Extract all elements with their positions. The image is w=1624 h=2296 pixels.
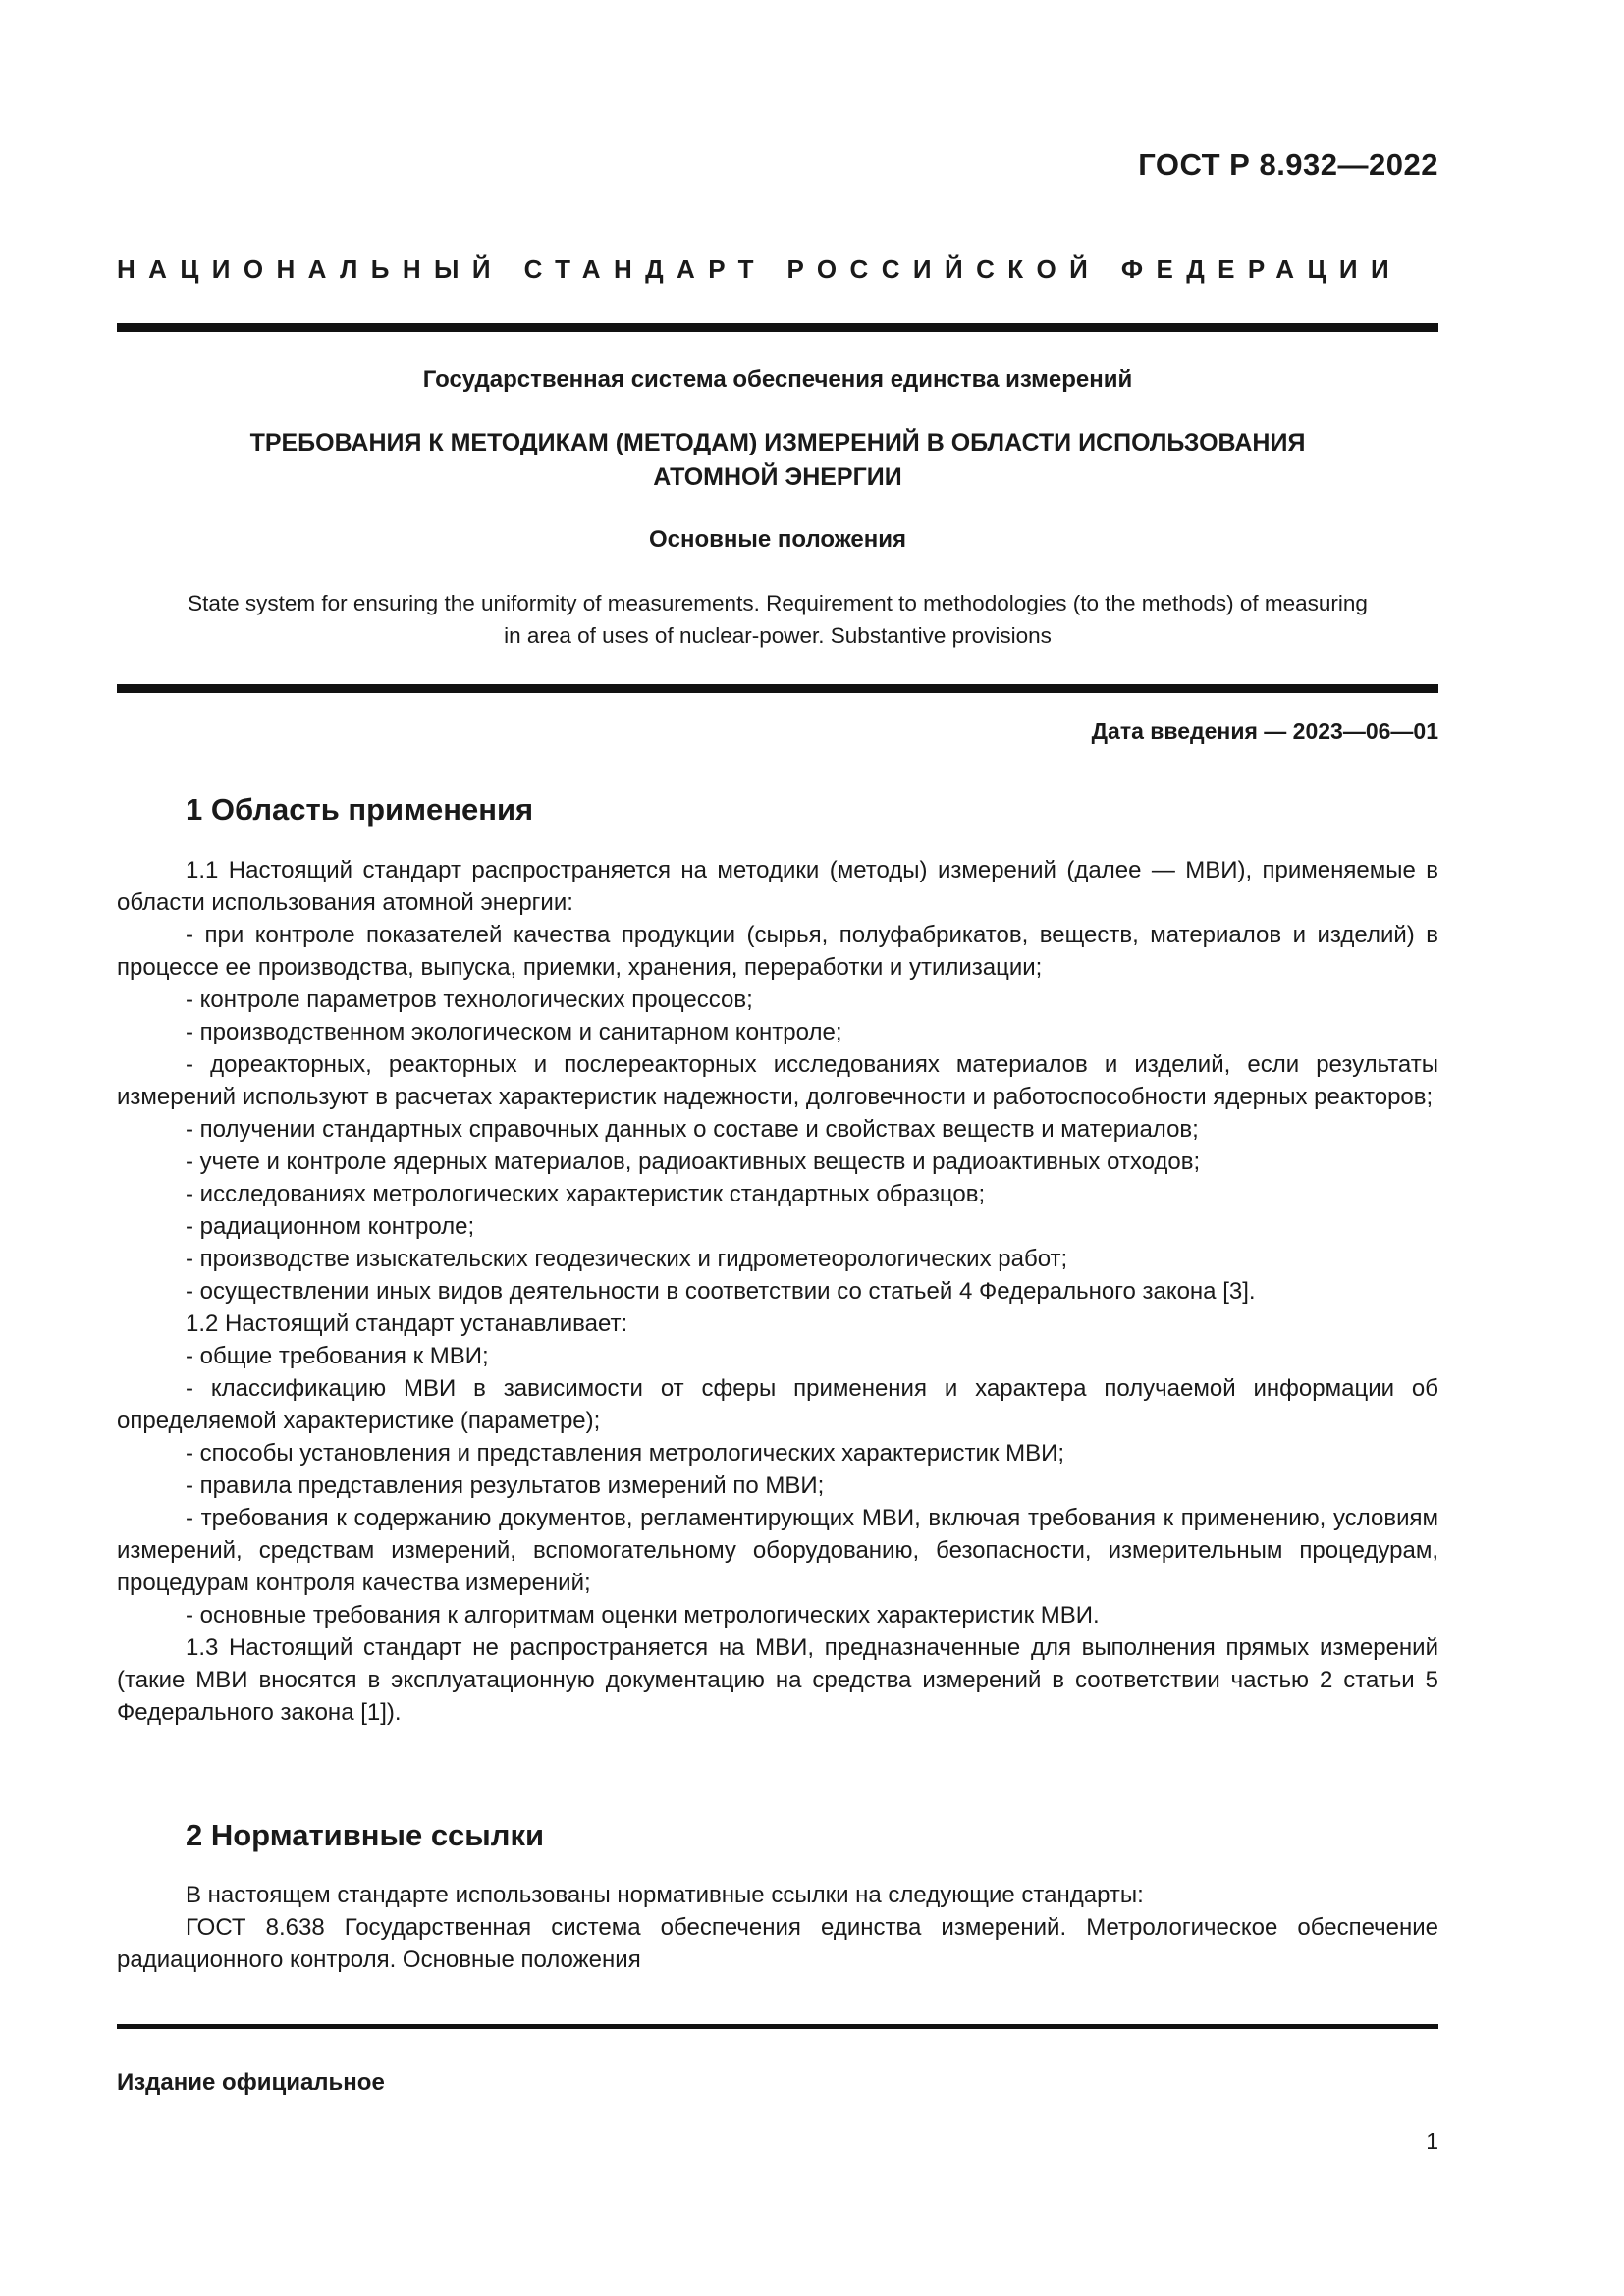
official-edition-label: Издание официальное <box>117 2069 385 2096</box>
list-item: - общие требования к МВИ; <box>186 1343 489 1369</box>
paragraph: 1.2 Настоящий стандарт устанавливает: <box>186 1310 628 1337</box>
list-item: - правила представления результатов измерений по МВИ; <box>186 1472 825 1499</box>
document-code: ГОСТ Р 8.932—2022 <box>1138 147 1438 182</box>
reference-item: ГОСТ 8.638 Государственная система обеспечения единства измерений. Метрологическое обеспечение радиационного контроля. Основные положения <box>117 1914 1438 1973</box>
english-title-line-1: State system for ensuring the uniformity of measurements. Requirement to methodologies (to the methods) of measuring <box>188 591 1368 615</box>
english-title-line-2: in area of uses of nuclear-power. Substantive provisions <box>504 623 1052 648</box>
paragraph: 1.1 Настоящий стандарт распространяется на методики (методы) измерений (далее — МВИ), применяемые в области использования атомной энергии: <box>117 857 1438 916</box>
list-item: - производственном экологическом и санитарном контроле; <box>186 1019 842 1045</box>
main-title <box>117 426 1438 495</box>
footer-rule <box>117 2024 1438 2029</box>
top-rule <box>117 323 1438 332</box>
list-item: - контроле параметров технологических процессов; <box>186 987 753 1013</box>
national-standard-header: НАЦИОНАЛЬНЫЙ СТАНДАРТ РОССИЙСКОЙ ФЕДЕРАЦИИ <box>117 254 1403 284</box>
list-item: - радиационном контроле; <box>186 1213 475 1240</box>
list-item: - основные требования к алгоритмам оценки метрологических характеристик МВИ. <box>186 1602 1100 1629</box>
list-item: - учете и контроле ядерных материалов, радиоактивных веществ и радиоактивных отходов; <box>186 1148 1201 1175</box>
system-title: Государственная система обеспечения единства измерений <box>422 366 1133 393</box>
main-title-line-2: АТОМНОЙ ЭНЕРГИИ <box>653 463 902 491</box>
list-item: - получении стандартных справочных данных о составе и свойствах веществ и материалов; <box>186 1116 1199 1143</box>
paragraph: В настоящем стандарте использованы нормативные ссылки на следующие стандарты: <box>186 1882 1144 1908</box>
list-item: - требования к содержанию документов, регламентирующих МВИ, включая требования к применению, условиям измерений, средствам измерений, вспомогательному оборудованию, безопасности, измерительным процедурам, процедурам контроля качества измерений; <box>117 1505 1438 1596</box>
list-item: - при контроле показателей качества продукции (сырья, полуфабрикатов, веществ, материалов и изделий) в процессе ее производства, выпуска, приемки, хранения, переработки и утилизации; <box>117 922 1438 981</box>
section-2-heading: 2 Нормативные ссылки <box>186 1818 545 1852</box>
title-bottom-rule <box>117 684 1438 693</box>
section-1-body <box>117 854 1438 1729</box>
main-title-line-1: ТРЕБОВАНИЯ К МЕТОДИКАМ (МЕТОДАМ) ИЗМЕРЕНИЙ В ОБЛАСТИ ИСПОЛЬЗОВАНИЯ <box>249 429 1306 456</box>
page-number: 1 <box>1426 2128 1438 2154</box>
list-item: - дореакторных, реакторных и послереакторных исследованиях материалов и изделий, если результаты измерений используют в расчетах характеристик надежности, долговечности и работоспособности ядерных реакторов; <box>117 1051 1438 1110</box>
list-item: - производстве изыскательских геодезических и гидрометеорологических работ; <box>186 1246 1068 1272</box>
list-item: - способы установления и представления метрологических характеристик МВИ; <box>186 1440 1065 1467</box>
subtitle: Основные положения <box>648 526 907 553</box>
list-item: - исследованиях метрологических характеристик стандартных образцов; <box>186 1181 986 1207</box>
english-title <box>117 587 1438 652</box>
introduction-date: Дата введения — 2023—06—01 <box>1091 719 1438 744</box>
paragraph: 1.3 Настоящий стандарт не распространяется на МВИ, предназначенные для выполнения прямых измерений (такие МВИ вносятся в эксплуатационную документацию на средства измерений в соответствии частью 2 статьи 5 Федерального закона [1]). <box>117 1634 1438 1726</box>
list-item: - осуществлении иных видов деятельности в соответствии со статьей 4 Федерального закона [3]. <box>186 1278 1256 1305</box>
section-2-body <box>117 1879 1438 1976</box>
section-1-heading: 1 Область применения <box>186 792 534 827</box>
list-item: - классификацию МВИ в зависимости от сферы применения и характера получаемой информации об определяемой характеристике (параметре); <box>117 1375 1438 1434</box>
document-page <box>117 0 1438 2296</box>
